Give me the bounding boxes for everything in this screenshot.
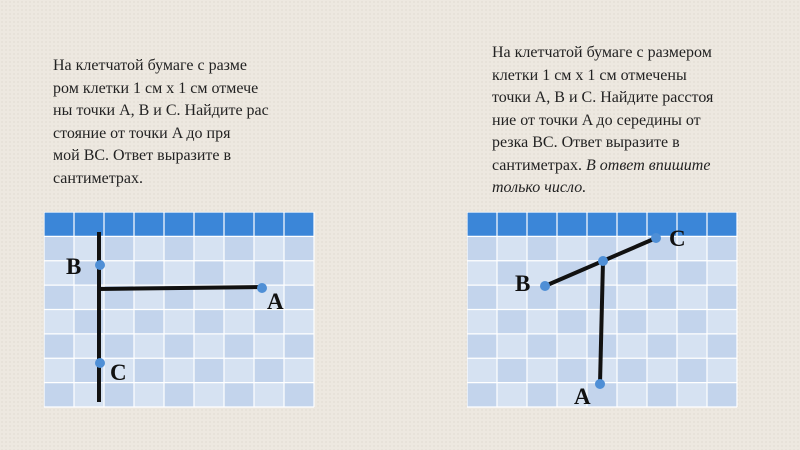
text-line: На клетчатой бумаге с размером	[492, 44, 712, 61]
label-b: B	[515, 271, 531, 296]
label-a: A	[574, 384, 591, 408]
grid-cell	[617, 334, 647, 358]
grid-cell	[224, 236, 254, 260]
point-b	[540, 281, 550, 291]
grid-cell	[134, 310, 164, 334]
text-line: сантиметрах.	[492, 156, 583, 174]
grid-cell	[104, 261, 134, 285]
grid-header-cell	[104, 212, 134, 236]
text-line: ние от точки A до середины от	[492, 111, 701, 129]
grid-cell	[134, 236, 164, 260]
grid-cell	[497, 236, 527, 260]
grid-cell	[284, 285, 314, 309]
grid-cell	[467, 334, 497, 358]
grid-cell	[254, 236, 284, 260]
grid-cell	[467, 358, 497, 382]
grid-cell	[104, 236, 134, 260]
grid-cell	[647, 310, 677, 334]
grid-cell	[527, 310, 557, 334]
grid-cell	[707, 334, 737, 358]
grid-cell	[707, 383, 737, 407]
grid-cell	[224, 334, 254, 358]
grid-cell	[44, 334, 74, 358]
grid-cell	[677, 334, 707, 358]
grid-cell	[194, 261, 224, 285]
grid-header-cell	[284, 212, 314, 236]
grid-header-cell	[617, 212, 647, 236]
grid-cell	[467, 261, 497, 285]
grid-cell	[164, 334, 194, 358]
text-line: На клетчатой бумаге с разме	[53, 57, 247, 74]
grid-cell	[617, 261, 647, 285]
grid-cell	[134, 261, 164, 285]
label-a: A	[267, 289, 284, 314]
grid-header-cell	[497, 212, 527, 236]
grid-header-cell	[254, 212, 284, 236]
point-c	[651, 233, 661, 243]
grid-header-cell	[707, 212, 737, 236]
perpendicular-segment	[99, 287, 262, 289]
grid-cell	[677, 261, 707, 285]
grid-cell	[164, 383, 194, 407]
text-line: точки A, B и C. Найдите расстоя	[492, 89, 714, 106]
grid-cell	[164, 358, 194, 382]
grid-cell	[617, 285, 647, 309]
grid-cell	[707, 236, 737, 260]
grid-cell	[134, 383, 164, 407]
grid-cell	[164, 310, 194, 334]
grid-cell	[497, 358, 527, 382]
grid-cell	[677, 310, 707, 334]
grid-cell	[707, 358, 737, 382]
text-line: ром клетки 1 см х 1 см отмече	[53, 79, 259, 97]
text-line: резка BC. Ответ выразите в	[492, 134, 680, 151]
grid-cell	[497, 310, 527, 334]
grid-cell	[497, 383, 527, 407]
grid-cell	[254, 358, 284, 382]
point-b	[95, 260, 105, 270]
grid-cell	[677, 358, 707, 382]
grid-cell	[224, 261, 254, 285]
grid-header-cell	[164, 212, 194, 236]
text-line: ны точки A, B и C. Найдите рас	[53, 102, 269, 119]
grid-cell	[44, 285, 74, 309]
text-line-with-hint	[492, 155, 713, 178]
grid-cell	[617, 310, 647, 334]
grid-cell	[557, 358, 587, 382]
grid-cell	[284, 236, 314, 260]
label-c: C	[110, 360, 127, 385]
grid-cell	[677, 383, 707, 407]
grid-header-cell	[44, 212, 74, 236]
grid-cell	[284, 383, 314, 407]
grid-cell	[497, 334, 527, 358]
grid-cell	[164, 261, 194, 285]
point-a	[257, 283, 267, 293]
right-problem-text	[492, 42, 713, 200]
grid-cell	[104, 383, 134, 407]
grid-cell	[44, 358, 74, 382]
grid-cell	[224, 383, 254, 407]
midpoint-bc	[598, 256, 608, 266]
grid-header-cell	[224, 212, 254, 236]
grid-cell	[134, 334, 164, 358]
grid-cell	[254, 334, 284, 358]
grid-header-cell	[194, 212, 224, 236]
grid-cell	[557, 285, 587, 309]
grid-cell	[647, 358, 677, 382]
left-grid-figure	[44, 212, 334, 408]
grid-cell	[284, 261, 314, 285]
grid-cell	[467, 236, 497, 260]
grid-cell	[467, 383, 497, 407]
grid-cell	[284, 310, 314, 334]
grid-header-cell	[557, 212, 587, 236]
grid-cell	[557, 236, 587, 260]
grid-cell	[134, 358, 164, 382]
grid-cell	[44, 383, 74, 407]
grid-cell	[527, 358, 557, 382]
grid-cell	[557, 310, 587, 334]
grid-header-cell	[527, 212, 557, 236]
grid-cell	[617, 383, 647, 407]
grid-cell	[527, 383, 557, 407]
grid-cell	[254, 383, 284, 407]
grid-cell	[284, 358, 314, 382]
grid-cell	[194, 236, 224, 260]
grid-cell	[194, 383, 224, 407]
grid-cell	[557, 334, 587, 358]
hint-text: только число.	[492, 179, 587, 196]
left-problem-text	[53, 55, 269, 190]
label-c: C	[669, 226, 686, 251]
grid-header-cell	[467, 212, 497, 236]
grid-cell	[617, 358, 647, 382]
grid-cell	[194, 358, 224, 382]
grid-cell	[194, 310, 224, 334]
grid-cell	[44, 310, 74, 334]
grid-cell	[104, 310, 134, 334]
grid-cell	[164, 236, 194, 260]
grid-cell	[104, 334, 134, 358]
text-line: клетки 1 см х 1 см отмечены	[492, 66, 687, 84]
grid-cell	[647, 383, 677, 407]
grid-cell	[254, 261, 284, 285]
text-line: сантиметрах.	[53, 169, 144, 187]
grid-cell	[707, 285, 737, 309]
grid-cell	[224, 310, 254, 334]
text-line: стояние от точки A до пря	[53, 124, 231, 142]
grid-cell	[284, 334, 314, 358]
grid-header-cell	[587, 212, 617, 236]
point-c	[95, 358, 105, 368]
hint-text: В ответ впишите	[586, 156, 711, 174]
point-a	[595, 379, 605, 389]
grid-cell	[707, 310, 737, 334]
grid-cell	[194, 334, 224, 358]
right-grid-figure	[467, 212, 757, 408]
grid-header-cell	[134, 212, 164, 236]
grid-cell	[647, 261, 677, 285]
grid-cell	[707, 261, 737, 285]
text-line: мой BC. Ответ выразите в	[53, 147, 232, 164]
grid-cell	[647, 285, 677, 309]
label-b: B	[66, 254, 82, 279]
grid-cell	[467, 285, 497, 309]
grid-cell	[527, 334, 557, 358]
grid-cell	[677, 285, 707, 309]
grid-cell	[467, 310, 497, 334]
grid-cell	[647, 334, 677, 358]
grid-cell	[224, 358, 254, 382]
grid-cell	[527, 236, 557, 260]
